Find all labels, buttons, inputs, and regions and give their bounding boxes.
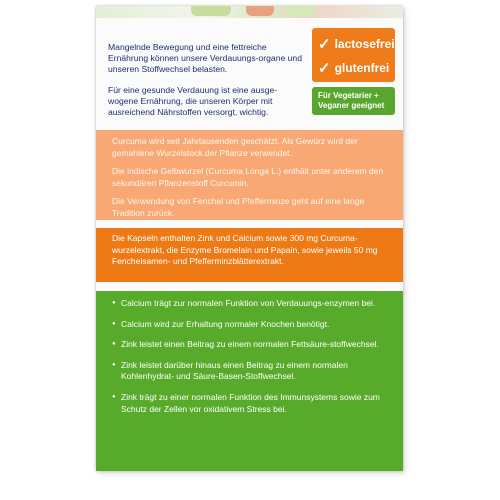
capsule-text: Die Kapseln enthalten Zink und Calcium sowie 300 mg Curcuma-wurzelextrakt, die Enzyme Bromelain und Papain, sowie jeweils 50 mg Fenchelsamen- und Pfefferminzblätterextrakt. [112,233,378,267]
bullet-icon: ● [112,300,116,306]
claim-text: Zink leistet darüber hinaus einen Beitrag zu einem normalen Kohlenhydrat- und Säure-Basen-Stoffwechsel. [121,359,348,382]
capsule-ingredients-panel [96,228,403,282]
check-icon: ✓ [318,59,331,77]
claim-item [112,319,393,331]
bullet-icon: ● [112,393,116,400]
curcuma-paragraph-3: Die Verwendung von Fenchel und Pfefferminze geht auf eine lange Tradition zurück. [112,196,365,218]
bullet-icon: ● [112,320,116,327]
claim-item [112,298,393,310]
intro-paragraph-2: Für eine gesunde Verdauung ist eine ausge-wogene Ernährung, die unseren Körper mit ausreichend Nährstoffen versorgt, wichtig. [108,84,278,118]
lactosefrei-row [312,32,395,56]
vegan-badge-line-2: Veganer geeignet [318,101,385,110]
vegan-badge [312,87,395,115]
red-logo-shape [246,6,274,16]
vegan-badge-line-1: Für Vegetarier + [318,91,379,100]
green-leaf-shape-2 [286,6,316,16]
lactosefrei-label: lactosefrei [334,37,395,51]
glutenfrei-row [312,56,395,80]
bullet-icon: ● [112,341,116,348]
intro-text [108,42,306,127]
claim-text: Calcium trägt zur normalen Funktion von Verdauungs-enzymen bei. [121,298,376,308]
glutenfrei-label: glutenfrei [334,61,390,75]
claim-text: Calcium wird zur Erhaltung normaler Knochen benötigt. [121,318,330,329]
curcuma-info-panel [96,130,403,220]
green-leaf-shape [191,6,231,16]
claim-text: Zink trägt zu einer normalen Funktion des Immunsystems sowie zum Schutz der Zellen vor oxidativem Stress bei. [121,391,380,414]
product-box-back [96,6,403,471]
check-icon: ✓ [318,35,331,53]
health-claims-panel [96,291,403,471]
curcuma-paragraph-2: Die indische Gelbwurzel (Curcuma Longa L.) enthält unter anderem den sekundären Pflanzenstoff Curcumin. [112,166,384,188]
intro-paragraph-1: Mangelnde Bewegung und eine fettreiche Ernährung können unsere Verdauungs-organe und unseren Stoffwechsel belasten. [108,42,302,75]
curcuma-paragraph-1: Curcuma wird seit Jahrtausenden geschätzt. Als Gewürz wird der gemahlene Wurzelstock der Pflanze verwendet. [112,136,358,158]
claim-text: Zink leistet einen Beitrag zu einem normalen Fettsäure-stoffwechsel. [121,339,379,350]
claim-item [112,360,393,383]
claim-item [112,392,393,415]
claim-item [112,339,393,351]
free-from-badge [312,28,395,82]
bullet-icon: ● [112,361,116,368]
top-artwork-strip [96,6,403,18]
